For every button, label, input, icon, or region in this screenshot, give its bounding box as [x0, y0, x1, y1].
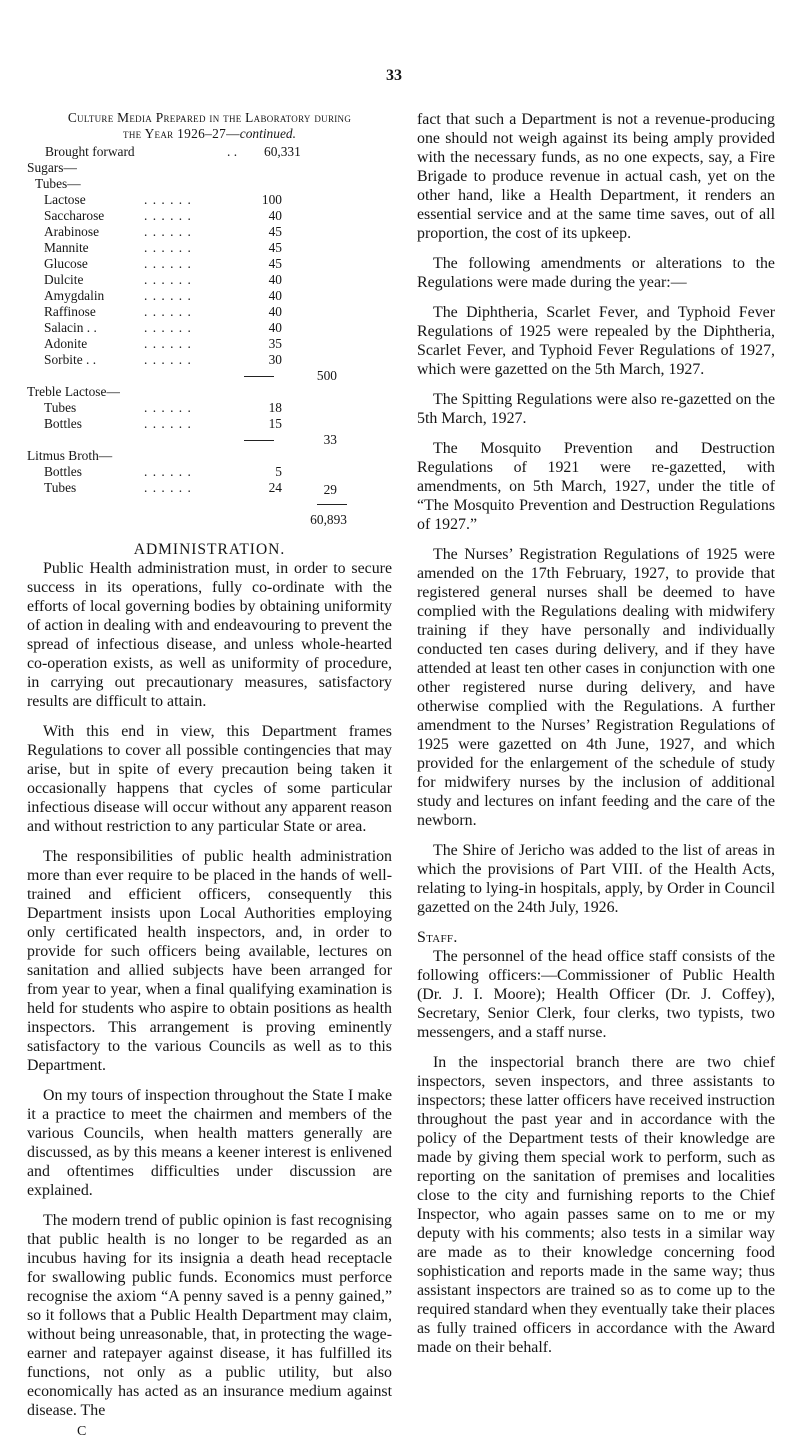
paragraph: The Nurses’ Registration Regulations of 1925 were amended on the 17th February, 1927, to provide that registered general nurses shall be deemed to have complied with the Regulations dealing with midwifery training if they have personally and individually conducted ten cases during delivery, and if they have attended at least ten other cases in conjunction with one other registered nurse during delivery, and have otherwise complied with the Regulations. A further amendment to the Nurses’ Registration Regulations of 1925 were gazetted on 4th June, 1927, and which provided for the enlargement of the schedule of study for midwifery nurses by the inclusion of additional study and lectures on infant feeding and the care of the newborn.	[417, 546, 775, 829]
table-row: Saccharose . . . . . . 40	[44, 208, 282, 223]
paragraph: fact that such a Department is not a revenue-producing one should not weigh against its being amply provided with the necessary funds, as no one expects, say, a Fire Brigade to produce revenue in actual cash, yet on the other hand, like a Health Department, it renders an essential service and at the same time saves, out of all proportion, the cost of its upkeep.	[417, 111, 775, 242]
paragraph: The Shire of Jericho was added to the list of areas in which the provisions of Part VIII. of the Health Acts, relating to lying-in hospitals, apply, by Order in Council gazetted on the 24th July, 1926.	[417, 842, 775, 916]
paragraph: The personnel of the head office staff consists of the following officers:—Commissioner of Public Health (Dr. J. I. Moore); Health Officer (Dr. J. Coffey), Secretary, Senior Clerk, four clerks, two typists, two messengers, and a staff nurse.	[417, 948, 775, 1041]
page-number: 33	[386, 67, 402, 84]
group-litmus-broth: Litmus Broth—	[27, 448, 113, 463]
brought-forward-label: Brought forward	[45, 144, 135, 159]
paragraph: The responsibilities of public health administration more than ever require to be placed in the hands of well-trained and efficient officers, consequently this Department insists upon Local Authorities employing only certificated health inspectors, and, in order to provide for such officers being available, lectures on sanitation and allied subjects have been arranged for from year to year, when a final qualifying examination is held for students who aspire to obtain positions as health inspectors. This arrangement is proving eminently satisfactory to the various Councils as well as to this Department.	[27, 848, 392, 1074]
grand-total-row: 60,893	[310, 512, 347, 527]
section-heading-staff: Staff.	[417, 929, 458, 946]
table-row: Arabinose . . . . . . 45	[44, 224, 282, 239]
table-row: Bottles . . . . . . 5	[44, 464, 282, 479]
left-column	[27, 110, 392, 1440]
brought-forward-row	[27, 144, 392, 160]
grand-total-rule-row	[27, 496, 392, 512]
table-row: Dulcite . . . . . . 40	[44, 272, 282, 287]
media-table	[27, 160, 392, 528]
paragraph: The Mosquito Prevention and Destruction Regulations of 1921 were re-gazetted, with amendments, on 5th March, 1927, under the title of “The Mosquito Prevention and Destruction Regulations of 1927.”	[417, 440, 775, 533]
table-row: Bottles . . . . . . 15	[44, 416, 282, 431]
paragraph: The Spitting Regulations were also re-gazetted on the 5th March, 1927.	[417, 391, 775, 427]
subtotal-row-treble: 33	[27, 432, 392, 448]
subtotal-row-sugars: 500	[27, 368, 392, 384]
paragraph: On my tours of inspection throughout the State I make it a practice to meet the chairmen and members of the various Councils, when health matters generally are discussed, as by this means a keener interest is enlivened and oftentimes difficulties under discussion are explained.	[27, 1087, 392, 1199]
brought-forward-dots: . .	[227, 144, 238, 159]
table-row: Sorbite . . . . . . . . 30	[44, 352, 282, 367]
signature-mark: C	[77, 1424, 87, 1439]
group-sugars-tubes: Tubes—	[35, 176, 81, 191]
table-row: Adonite . . . . . . 35	[44, 336, 282, 351]
group-treble-lactose: Treble Lactose—	[27, 384, 120, 399]
paragraph: With this end in view, this Department frames Regulations to cover all possible contingencies that may arise, but in spite of every precaution being taken it occasionally happens that cycles of some particular infectious disease will occur without any apparent reason and without restriction to any particular State or area.	[27, 723, 392, 835]
table-caption-line2: the Year 1926–27—continued.	[123, 126, 296, 141]
table-row: Lactose . . . . . . 100	[44, 192, 282, 207]
table-row: Amygdalin . . . . . . 40	[44, 288, 282, 303]
paragraph: The following amendments or alterations to the Regulations were made during the year:—	[417, 255, 775, 291]
rule	[244, 440, 274, 441]
paragraph: Public Health administration must, in order to secure success in its operations, fully co-ordinate with the efforts of local governing bodies by obtaining uniformity of action in dealing with and endeavouring to prevent the spread of infectious disease, and unless whole-hearted co-operation exists, as well as uniformity of procedure, in carrying out precautionary measures, satisfactory results are difficult to attain.	[27, 560, 392, 710]
paragraph: The modern trend of public opinion is fast recognising that public health is no longer to be regarded as an incubus having for its insignia a death head receptacle for swallowing public funds. Economics must perforce recognise the axiom “A penny saved is a penny gained,” so it follows that a Public Health Department may claim, without being unreasonable, that, in protecting the wage-earner and ratepayer against disease, it has fulfilled its functions, not only as a public utility, but also economically has acted as an insurance medium against disease. The	[27, 1212, 392, 1419]
section-heading-administration: ADMINISTRATION.	[133, 541, 286, 558]
paragraph: The Diphtheria, Scarlet Fever, and Typhoid Fever Regulations of 1925 were repealed by the Diphtheria, Scarlet Fever, and Typhoid Fever Regulations of 1927, which were gazetted on the 5th March, 1927.	[417, 304, 775, 378]
group-sugars: Sugars—	[27, 160, 77, 175]
right-column	[417, 110, 775, 1368]
table-row: Glucose . . . . . . 45	[44, 256, 282, 271]
table-row: Tubes . . . . . . 18	[44, 400, 282, 415]
table-row: Salacin . . . . . . . . 40	[44, 320, 282, 335]
table-row: Tubes . . . . . . 24 29	[44, 480, 337, 497]
brought-forward-value: 60,331	[264, 144, 301, 159]
paragraph: In the inspectorial branch there are two chief inspectors, seven inspectors, and three assistants to inspectors; these latter officers have received instruction throughout the past year and in accordance with the policy of the Department tests of their knowledge are made by giving them special work to perform, such as reporting on the sanitation of premises and localities close to the city and furnishing reports to the Chief Inspector, who again passes same on to me or my deputy with his comments; also tests in a similar way are made as to their knowledge concerning food sophistication and reports made in the same way; thus assistant inspectors are trained so as to come up to the required standard when they eventually take their places as fully trained officers in accordance with the Award made on their behalf.	[417, 1054, 775, 1356]
table-caption	[27, 110, 392, 142]
table-caption-line1: Culture Media Prepared in the Laboratory during	[67, 110, 352, 125]
table-row: Raffinose . . . . . . 40	[44, 304, 282, 319]
table-row: Mannite . . . . . . 45	[44, 240, 282, 255]
rule	[317, 504, 347, 505]
rule	[244, 376, 274, 377]
